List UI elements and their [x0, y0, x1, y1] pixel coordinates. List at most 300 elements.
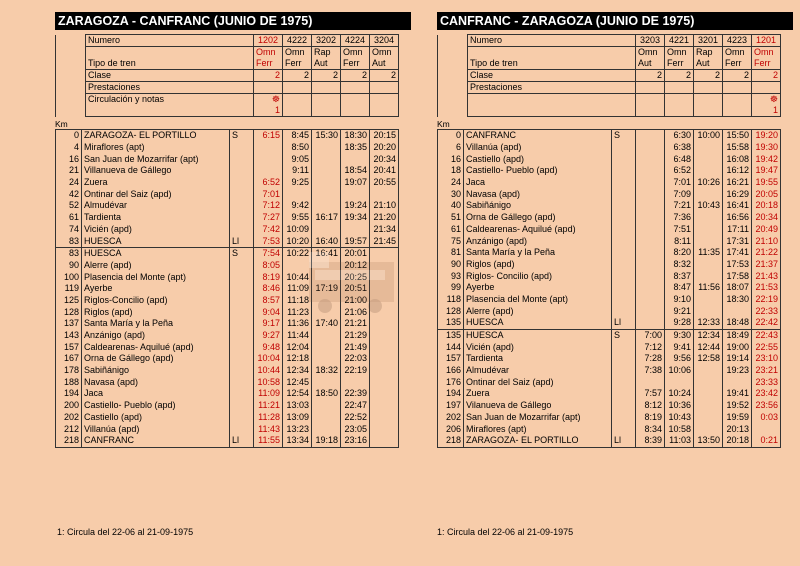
station-name: Anzánigo (apd) — [82, 330, 230, 342]
stop-flag: Ll — [612, 435, 636, 447]
time-cell: 16:29 — [723, 188, 752, 200]
train-prestaciones-cell — [312, 82, 341, 94]
time-cell — [636, 200, 665, 212]
station-row — [438, 177, 781, 189]
train-numero: 3203 — [639, 35, 661, 45]
time-cell — [312, 306, 341, 318]
station-name: Zuera — [464, 388, 612, 400]
time-cell: 11:09 — [254, 388, 283, 400]
train-tipo1: Omn — [725, 47, 745, 57]
time-cell — [636, 247, 665, 259]
station-name: HUESCA — [82, 247, 230, 259]
time-cell — [694, 294, 723, 306]
stop-flag — [230, 376, 254, 388]
station-name: Castiello (apd) — [464, 153, 612, 165]
km-value: 200 — [56, 400, 82, 412]
header-label-tipo: Tipo de tren — [86, 47, 254, 70]
stop-flag — [612, 259, 636, 271]
stop-flag — [612, 305, 636, 317]
train-numero: 1202 — [257, 35, 279, 45]
station-row — [56, 283, 399, 295]
station-row — [438, 259, 781, 271]
time-cell: 22:33 — [752, 305, 781, 317]
header-label-numero: Numero — [86, 35, 254, 47]
timetable-title: ZARAGOZA - CANFRANC (JUNIO DE 1975) — [55, 12, 411, 30]
time-cell: 22:39 — [341, 388, 370, 400]
stop-flag — [230, 365, 254, 377]
time-cell — [312, 412, 341, 424]
time-cell: 12:33 — [694, 317, 723, 329]
time-cell: 12:18 — [283, 353, 312, 365]
train-clase-cell — [723, 70, 752, 82]
time-cell: 9:21 — [665, 305, 694, 317]
km-value: 90 — [56, 260, 82, 272]
time-cell — [694, 153, 723, 165]
stop-flag — [612, 341, 636, 353]
train-numero-cell — [723, 35, 752, 47]
time-cell: 9:56 — [665, 353, 694, 365]
stop-flag — [230, 260, 254, 272]
time-cell — [312, 330, 341, 342]
time-cell: 9:30 — [665, 329, 694, 341]
time-cell: 10:44 — [254, 365, 283, 377]
station-name: HUESCA — [464, 329, 612, 341]
train-numero-cell — [312, 35, 341, 47]
header-row-prestaciones — [438, 82, 781, 94]
time-cell: 10:44 — [283, 271, 312, 283]
station-name: Orna de Gállego (apd) — [464, 212, 612, 224]
station-name: Plasencia del Monte (apt) — [82, 271, 230, 283]
time-cell: 18:49 — [723, 329, 752, 341]
time-cell: 7:38 — [636, 365, 665, 377]
time-cell: 11:55 — [254, 435, 283, 447]
station-name: Alerre (apd) — [464, 305, 612, 317]
km-value: 18 — [438, 165, 464, 177]
time-cell: 18:30 — [723, 294, 752, 306]
train-clase: 2 — [390, 70, 396, 80]
header-label-tipo: Tipo de tren — [468, 47, 636, 70]
time-cell — [694, 270, 723, 282]
train-tipo2: Ferr — [285, 58, 302, 68]
header-label-prestaciones: Prestaciones — [468, 82, 636, 94]
time-cell: 8:11 — [665, 235, 694, 247]
time-cell: 8:12 — [636, 400, 665, 412]
header-row-tipo — [438, 47, 781, 70]
km-label: Km — [55, 119, 68, 129]
time-cell: 20:49 — [752, 224, 781, 236]
time-cell: 11:44 — [283, 330, 312, 342]
station-name: Sabiñánigo — [464, 200, 612, 212]
time-cell: 6:30 — [665, 130, 694, 142]
stop-flag — [612, 270, 636, 282]
train-tipo2: Aut — [372, 58, 386, 68]
train-clase: 2 — [332, 70, 338, 80]
timetable-body — [55, 129, 399, 448]
time-cell: 19:34 — [341, 212, 370, 224]
station-name: Almudévar — [464, 365, 612, 377]
time-cell — [312, 341, 341, 353]
train-tipo2: Ferr — [754, 58, 771, 68]
time-cell: 18:54 — [341, 165, 370, 177]
station-row — [438, 270, 781, 282]
train-numero-cell — [752, 35, 781, 47]
station-row — [438, 188, 781, 200]
time-cell: 6:15 — [254, 130, 283, 142]
time-cell: 21:21 — [341, 318, 370, 330]
station-name: Ayerbe — [464, 282, 612, 294]
header-row-circulacion — [56, 94, 399, 117]
station-row — [438, 423, 781, 435]
time-cell: 10:58 — [665, 423, 694, 435]
km-value: 157 — [56, 341, 82, 353]
time-cell: 10:09 — [283, 224, 312, 236]
time-cell — [370, 271, 399, 283]
km-value: 194 — [438, 388, 464, 400]
time-cell: 21:49 — [341, 341, 370, 353]
station-row — [438, 235, 781, 247]
time-cell: 7:21 — [665, 200, 694, 212]
station-row — [56, 353, 399, 365]
train-nota_sym: ☸ — [271, 94, 280, 104]
km-value: 128 — [438, 305, 464, 317]
time-cell — [636, 317, 665, 329]
station-row — [56, 365, 399, 377]
time-cell: 21:06 — [341, 306, 370, 318]
time-cell: 17:40 — [312, 318, 341, 330]
station-name: Anzánigo (apd) — [464, 235, 612, 247]
time-cell: 20:51 — [341, 283, 370, 295]
time-cell — [694, 235, 723, 247]
stop-flag — [612, 188, 636, 200]
time-cell — [636, 153, 665, 165]
station-name: Villanúa (apd) — [464, 142, 612, 154]
train-numero: 3204 — [373, 35, 395, 45]
footnote-right: 1: Circula del 22-06 al 21-09-1975 — [437, 527, 574, 537]
stop-flag: Ll — [230, 235, 254, 247]
station-name: Navasa (apd) — [464, 188, 612, 200]
km-value: 118 — [438, 294, 464, 306]
time-cell — [312, 423, 341, 435]
time-cell: 10:00 — [694, 130, 723, 142]
time-cell: 16:41 — [312, 247, 341, 259]
time-cell: 7:36 — [665, 212, 694, 224]
station-name: San Juan de Mozarrifar (apt) — [82, 153, 230, 165]
train-clase: 2 — [274, 70, 280, 80]
station-row — [438, 435, 781, 447]
time-cell: 9:05 — [283, 153, 312, 165]
time-cell: 8:47 — [665, 282, 694, 294]
train-tipo-cell — [254, 47, 283, 70]
time-cell: 7:01 — [254, 188, 283, 200]
time-cell — [636, 259, 665, 271]
station-row — [438, 329, 781, 341]
km-value: 119 — [56, 283, 82, 295]
time-cell: 19:07 — [341, 177, 370, 189]
time-cell: 10:24 — [665, 388, 694, 400]
time-cell: 8:32 — [665, 259, 694, 271]
header-label-numero: Numero — [468, 35, 636, 47]
station-name: Orna de Gállego (apd) — [82, 353, 230, 365]
time-cell: 21:37 — [752, 259, 781, 271]
time-cell: 10:06 — [665, 365, 694, 377]
station-row — [56, 295, 399, 307]
stop-flag — [612, 376, 636, 388]
train-prestaciones-cell — [752, 82, 781, 94]
time-cell — [312, 165, 341, 177]
time-cell — [636, 177, 665, 189]
station-name: Caldearenas- Aquilué (apd) — [82, 341, 230, 353]
time-cell: 12:54 — [283, 388, 312, 400]
stop-flag — [230, 330, 254, 342]
time-cell: 11:28 — [254, 412, 283, 424]
km-value: 100 — [56, 271, 82, 283]
time-cell — [370, 341, 399, 353]
time-cell: 19:00 — [723, 341, 752, 353]
train-tipo-cell — [283, 47, 312, 70]
time-cell: 15:58 — [723, 142, 752, 154]
station-row — [56, 235, 399, 247]
time-cell — [694, 412, 723, 424]
time-cell: 17:53 — [723, 259, 752, 271]
time-cell: 6:48 — [665, 153, 694, 165]
time-cell: 7:00 — [636, 329, 665, 341]
train-clase-cell — [752, 70, 781, 82]
train-circulacion-cell — [665, 94, 694, 117]
station-row — [438, 153, 781, 165]
time-cell: 7:12 — [254, 200, 283, 212]
time-cell: 11:23 — [283, 306, 312, 318]
time-cell — [341, 224, 370, 236]
time-cell: 19:59 — [723, 412, 752, 424]
time-cell — [370, 295, 399, 307]
station-row — [438, 388, 781, 400]
station-row — [438, 224, 781, 236]
station-name: Alerre (apd) — [82, 260, 230, 272]
header-spacer — [56, 70, 86, 82]
time-cell: 10:26 — [694, 177, 723, 189]
km-value: 202 — [438, 412, 464, 424]
time-cell — [370, 412, 399, 424]
time-cell — [312, 376, 341, 388]
station-row — [56, 224, 399, 236]
stop-flag — [230, 224, 254, 236]
train-numero: 1201 — [755, 35, 777, 45]
km-value: 30 — [438, 188, 464, 200]
time-cell: 18:48 — [723, 317, 752, 329]
station-name: Santa María y la Peña — [464, 247, 612, 259]
stop-flag — [612, 282, 636, 294]
train-tipo1: Omn — [754, 47, 774, 57]
station-row — [438, 341, 781, 353]
time-cell: 10:22 — [283, 247, 312, 259]
station-name: CANFRANC — [82, 435, 230, 447]
time-cell: 11:21 — [254, 400, 283, 412]
time-cell — [370, 388, 399, 400]
train-clase-cell — [665, 70, 694, 82]
time-cell: 21:22 — [752, 247, 781, 259]
station-row — [438, 365, 781, 377]
stop-flag — [612, 224, 636, 236]
time-cell — [312, 353, 341, 365]
train-circulacion-cell — [636, 94, 665, 117]
time-cell: 10:36 — [665, 400, 694, 412]
time-cell — [694, 188, 723, 200]
train-clase-cell — [312, 70, 341, 82]
km-value: 16 — [56, 153, 82, 165]
stop-flag — [230, 318, 254, 330]
time-cell: 10:20 — [283, 235, 312, 247]
time-cell — [370, 330, 399, 342]
time-cell: 18:50 — [312, 388, 341, 400]
time-cell: 6:38 — [665, 142, 694, 154]
time-cell — [752, 423, 781, 435]
stop-flag: S — [612, 130, 636, 142]
stop-flag — [230, 271, 254, 283]
km-value: 6 — [438, 142, 464, 154]
time-cell: 20:41 — [370, 165, 399, 177]
km-value: 24 — [438, 177, 464, 189]
stop-flag — [230, 153, 254, 165]
header-spacer — [438, 47, 468, 70]
time-cell: 21:45 — [370, 235, 399, 247]
stop-flag — [230, 142, 254, 154]
station-name: ZARAGOZA- EL PORTILLO — [82, 130, 230, 142]
time-cell: 11:56 — [694, 282, 723, 294]
time-cell: 20:34 — [370, 153, 399, 165]
time-cell: 17:58 — [723, 270, 752, 282]
time-cell: 9:17 — [254, 318, 283, 330]
stop-flag — [230, 341, 254, 353]
station-name: HUESCA — [82, 235, 230, 247]
time-cell: 21:29 — [341, 330, 370, 342]
train-tipo2: Ferr — [725, 58, 742, 68]
time-cell: 8:34 — [636, 423, 665, 435]
time-cell: 18:30 — [341, 130, 370, 142]
train-numero-cell — [694, 35, 723, 47]
time-cell: 22:19 — [341, 365, 370, 377]
station-name: Riglos (apd) — [464, 259, 612, 271]
time-cell: 20:18 — [752, 200, 781, 212]
km-value: 218 — [56, 435, 82, 447]
time-cell: 22:52 — [341, 412, 370, 424]
time-cell: 19:18 — [312, 435, 341, 447]
time-cell: 8:45 — [283, 130, 312, 142]
station-row — [56, 247, 399, 259]
time-cell: 11:36 — [283, 318, 312, 330]
time-cell: 17:31 — [723, 235, 752, 247]
stop-flag — [612, 388, 636, 400]
time-cell: 16:17 — [312, 212, 341, 224]
time-cell: 16:21 — [723, 177, 752, 189]
time-cell: 19:30 — [752, 142, 781, 154]
train-tipo-cell — [370, 47, 399, 70]
km-value: 51 — [438, 212, 464, 224]
stop-flag — [230, 212, 254, 224]
train-circulacion-cell — [283, 94, 312, 117]
time-cell — [694, 423, 723, 435]
km-value: 197 — [438, 400, 464, 412]
time-cell — [694, 365, 723, 377]
time-cell: 19:14 — [723, 353, 752, 365]
time-cell — [312, 271, 341, 283]
time-cell — [636, 212, 665, 224]
train-prestaciones-cell — [370, 82, 399, 94]
stop-flag — [230, 412, 254, 424]
time-cell: 8:19 — [254, 271, 283, 283]
time-cell — [370, 188, 399, 200]
time-cell: 22:55 — [752, 341, 781, 353]
time-cell: 23:42 — [752, 388, 781, 400]
km-value: 212 — [56, 423, 82, 435]
km-value: 42 — [56, 188, 82, 200]
km-value: 166 — [438, 365, 464, 377]
time-cell: 21:43 — [752, 270, 781, 282]
train-clase: 2 — [656, 70, 662, 80]
km-value: 21 — [56, 165, 82, 177]
time-cell: 9:04 — [254, 306, 283, 318]
train-numero-cell — [636, 35, 665, 47]
stop-flag: S — [230, 247, 254, 259]
train-clase: 2 — [714, 70, 720, 80]
train-clase-cell — [370, 70, 399, 82]
time-cell — [694, 224, 723, 236]
time-cell: 12:34 — [283, 365, 312, 377]
train-prestaciones-cell — [283, 82, 312, 94]
km-value: 178 — [56, 365, 82, 377]
time-cell — [694, 259, 723, 271]
time-cell — [283, 188, 312, 200]
time-cell — [636, 235, 665, 247]
time-cell — [283, 260, 312, 272]
station-name: Ontinar del Saiz (apd) — [464, 376, 612, 388]
time-cell — [312, 400, 341, 412]
train-circulacion-cell — [752, 94, 781, 117]
station-name: Navasa (apd) — [82, 376, 230, 388]
stop-flag: S — [612, 329, 636, 341]
km-value: 24 — [56, 177, 82, 189]
train-clase-cell — [694, 70, 723, 82]
km-value: 93 — [438, 270, 464, 282]
km-value: 61 — [438, 224, 464, 236]
time-cell — [312, 153, 341, 165]
km-value: 99 — [438, 282, 464, 294]
station-name: Santa María y la Peña — [82, 318, 230, 330]
time-cell: 7:57 — [636, 388, 665, 400]
km-value: 176 — [438, 376, 464, 388]
time-cell: 19:52 — [723, 400, 752, 412]
train-tipo2: Aut — [638, 58, 652, 68]
time-cell: 12:45 — [283, 376, 312, 388]
km-value: 0 — [438, 130, 464, 142]
station-name: Riglos (apd) — [82, 306, 230, 318]
time-cell: 10:04 — [254, 353, 283, 365]
train-numero: 4222 — [286, 35, 308, 45]
time-cell — [312, 260, 341, 272]
train-numero: 4223 — [726, 35, 748, 45]
time-cell: 12:04 — [283, 341, 312, 353]
stop-flag: Ll — [230, 435, 254, 447]
station-name: Sabiñánigo — [82, 365, 230, 377]
station-row — [56, 200, 399, 212]
km-value: 206 — [438, 423, 464, 435]
timetable-body — [437, 129, 781, 448]
train-numero: 4224 — [344, 35, 366, 45]
time-cell: 17:41 — [723, 247, 752, 259]
station-row — [438, 142, 781, 154]
train-numero-cell — [254, 35, 283, 47]
time-cell: 17:11 — [723, 224, 752, 236]
time-cell: 7:53 — [254, 235, 283, 247]
